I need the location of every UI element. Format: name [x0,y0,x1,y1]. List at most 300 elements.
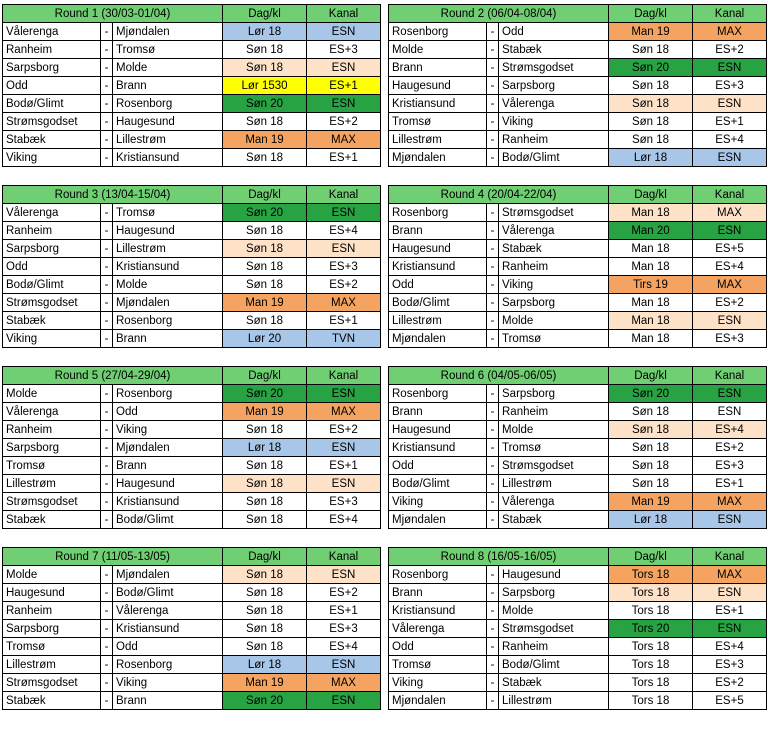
away-team: Molde [499,312,609,330]
round-header-row [389,367,767,385]
broadcast-channel: ES+2 [693,41,767,59]
match-day-time: Søn 20 [223,204,307,222]
away-team: Bodø/Glimt [499,656,609,674]
away-team: Tromsø [113,41,223,59]
table-row [389,692,767,710]
home-team: Viking [389,493,487,511]
table-row [3,59,381,77]
away-team: Bodø/Glimt [499,149,609,167]
round-title: Round 1 (30/03-01/04) [3,5,223,23]
versus-separator: - [101,403,113,421]
versus-separator: - [101,638,113,656]
away-team: Lillestrøm [113,131,223,149]
round-title: Round 5 (27/04-29/04) [3,367,223,385]
home-team: Sarpsborg [3,59,101,77]
away-team: Vålerenga [499,222,609,240]
table-row [389,204,767,222]
home-team: Strømsgodset [3,674,101,692]
home-team: Sarpsborg [3,240,101,258]
round-cell-right [388,185,768,348]
broadcast-channel: ES+3 [693,457,767,475]
round-title: Round 4 (20/04-22/04) [389,186,609,204]
match-day-time: Søn 18 [223,312,307,330]
versus-separator: - [487,602,499,620]
match-day-time: Man 19 [223,131,307,149]
away-team: Mjøndalen [113,439,223,457]
table-row [389,131,767,149]
table-row [389,149,767,167]
home-team: Ranheim [3,602,101,620]
versus-separator: - [101,294,113,312]
away-team: Mjøndalen [113,566,223,584]
broadcast-channel: ES+4 [307,638,381,656]
away-team: Bodø/Glimt [113,584,223,602]
broadcast-channel: ESN [693,620,767,638]
match-day-time: Søn 18 [609,439,693,457]
round-row [2,185,768,348]
broadcast-channel: ES+3 [693,330,767,348]
table-row [389,77,767,95]
home-team: Kristiansund [389,602,487,620]
broadcast-channel: ESN [307,656,381,674]
table-row [3,656,381,674]
table-row [3,240,381,258]
broadcast-channel: ESN [693,403,767,421]
column-header-day: Dag/kl [223,367,307,385]
match-day-time: Søn 20 [223,692,307,710]
broadcast-channel: ESN [693,95,767,113]
table-row [389,312,767,330]
away-team: Lillestrøm [113,240,223,258]
column-header-day: Dag/kl [223,548,307,566]
round-cell-right [388,547,768,710]
versus-separator: - [487,131,499,149]
table-row [3,638,381,656]
table-row [3,113,381,131]
away-team: Bodø/Glimt [113,511,223,529]
versus-separator: - [487,457,499,475]
match-day-time: Søn 18 [609,421,693,439]
away-team: Odd [113,403,223,421]
table-row [3,457,381,475]
match-day-time: Søn 18 [223,602,307,620]
column-header-day: Dag/kl [609,186,693,204]
table-row [389,674,767,692]
table-row [3,312,381,330]
broadcast-channel: MAX [693,23,767,41]
table-row [3,493,381,511]
round-cell-right [388,4,768,167]
home-team: Tromsø [389,656,487,674]
broadcast-channel: ES+1 [307,602,381,620]
versus-separator: - [101,240,113,258]
table-row [3,41,381,59]
away-team: Vålerenga [499,95,609,113]
home-team: Stabæk [3,131,101,149]
column-header-channel: Kanal [307,367,381,385]
table-row [389,222,767,240]
match-day-time: Søn 18 [223,222,307,240]
home-team: Odd [3,77,101,95]
match-day-time: Søn 18 [223,493,307,511]
versus-separator: - [487,674,499,692]
away-team: Brann [113,692,223,710]
versus-separator: - [487,692,499,710]
table-row [3,131,381,149]
broadcast-channel: ES+1 [693,602,767,620]
away-team: Strømsgodset [499,457,609,475]
round-table [2,547,381,710]
away-team: Viking [113,421,223,439]
round-table [388,4,767,167]
home-team: Molde [389,41,487,59]
broadcast-channel: ES+1 [307,457,381,475]
versus-separator: - [487,95,499,113]
home-team: Bodø/Glimt [3,276,101,294]
home-team: Lillestrøm [3,656,101,674]
versus-separator: - [487,475,499,493]
table-row [389,620,767,638]
table-row [389,258,767,276]
match-day-time: Søn 18 [609,457,693,475]
table-row [3,674,381,692]
column-header-day: Dag/kl [609,5,693,23]
match-day-time: Søn 18 [223,149,307,167]
away-team: Odd [113,638,223,656]
broadcast-channel: ESN [693,149,767,167]
round-cell-left [2,185,384,348]
home-team: Odd [389,457,487,475]
home-team: Vålerenga [389,620,487,638]
versus-separator: - [487,566,499,584]
versus-separator: - [101,222,113,240]
broadcast-channel: ESN [693,222,767,240]
broadcast-channel: ESN [307,385,381,403]
broadcast-channel: ES+4 [307,511,381,529]
versus-separator: - [101,674,113,692]
round-title: Round 2 (06/04-08/04) [389,5,609,23]
versus-separator: - [101,566,113,584]
round-table [2,4,381,167]
table-row [389,41,767,59]
away-team: Kristiansund [113,620,223,638]
broadcast-channel: ESN [307,23,381,41]
round-cell-left [2,4,384,167]
column-header-channel: Kanal [693,5,767,23]
versus-separator: - [101,584,113,602]
broadcast-channel: ESN [693,385,767,403]
away-team: Sarpsborg [499,584,609,602]
table-row [389,294,767,312]
away-team: Ranheim [499,131,609,149]
table-row [3,584,381,602]
broadcast-channel: ES+1 [693,113,767,131]
versus-separator: - [101,421,113,439]
broadcast-channel: ES+2 [693,439,767,457]
match-day-time: Søn 18 [609,475,693,493]
match-day-time: Tirs 19 [609,276,693,294]
match-day-time: Søn 18 [223,276,307,294]
home-team: Odd [3,258,101,276]
match-day-time: Man 19 [223,674,307,692]
table-row [389,403,767,421]
versus-separator: - [487,403,499,421]
table-row [3,620,381,638]
versus-separator: - [487,204,499,222]
away-team: Stabæk [499,240,609,258]
table-row [389,511,767,529]
column-header-day: Dag/kl [609,367,693,385]
match-day-time: Man 18 [609,240,693,258]
match-day-time: Søn 18 [609,41,693,59]
match-day-time: Lør 20 [223,330,307,348]
match-day-time: Man 19 [609,23,693,41]
broadcast-channel: ESN [693,511,767,529]
home-team: Haugesund [389,421,487,439]
column-header-channel: Kanal [693,367,767,385]
broadcast-channel: ESN [693,59,767,77]
match-day-time: Søn 18 [223,566,307,584]
column-header-day: Dag/kl [223,5,307,23]
match-day-time: Man 18 [609,258,693,276]
table-row [389,656,767,674]
round-header-row [3,548,381,566]
round-cell-left [2,547,384,710]
away-team: Vålerenga [113,602,223,620]
versus-separator: - [101,23,113,41]
broadcast-channel: ES+1 [307,312,381,330]
match-day-time: Man 18 [609,312,693,330]
table-row [389,59,767,77]
table-row [389,493,767,511]
home-team: Odd [389,638,487,656]
match-day-time: Man 20 [609,222,693,240]
table-row [3,95,381,113]
versus-separator: - [487,439,499,457]
away-team: Viking [499,276,609,294]
versus-separator: - [487,77,499,95]
table-row [3,385,381,403]
broadcast-channel: ESN [307,95,381,113]
away-team: Molde [113,276,223,294]
away-team: Mjøndalen [113,294,223,312]
versus-separator: - [487,620,499,638]
match-day-time: Tors 18 [609,638,693,656]
away-team: Kristiansund [113,493,223,511]
table-row [3,475,381,493]
round-table [2,185,381,348]
broadcast-channel: ES+4 [693,638,767,656]
column-header-channel: Kanal [307,5,381,23]
versus-separator: - [101,131,113,149]
table-row [3,602,381,620]
match-day-time: Man 18 [609,204,693,222]
home-team: Ranheim [3,421,101,439]
away-team: Kristiansund [113,258,223,276]
match-day-time: Søn 18 [609,131,693,149]
round-table [2,366,381,529]
away-team: Molde [113,59,223,77]
home-team: Rosenborg [389,385,487,403]
table-row [3,77,381,95]
away-team: Sarpsborg [499,77,609,95]
match-day-time: Tors 18 [609,566,693,584]
away-team: Molde [499,421,609,439]
versus-separator: - [487,258,499,276]
home-team: Mjøndalen [389,511,487,529]
away-team: Haugesund [113,113,223,131]
rounds-container [2,4,768,710]
home-team: Tromsø [3,457,101,475]
away-team: Tromsø [113,204,223,222]
versus-separator: - [101,77,113,95]
home-team: Molde [3,385,101,403]
versus-separator: - [101,656,113,674]
match-day-time: Man 19 [223,403,307,421]
match-day-time: Søn 18 [223,59,307,77]
table-row [389,638,767,656]
table-row [3,276,381,294]
home-team: Bodø/Glimt [3,95,101,113]
match-day-time: Søn 18 [223,113,307,131]
broadcast-channel: ES+3 [307,258,381,276]
versus-separator: - [487,59,499,77]
round-table [388,547,767,710]
versus-separator: - [101,602,113,620]
home-team: Rosenborg [389,23,487,41]
home-team: Haugesund [3,584,101,602]
broadcast-channel: MAX [693,276,767,294]
away-team: Molde [499,602,609,620]
away-team: Stabæk [499,674,609,692]
away-team: Rosenborg [113,95,223,113]
broadcast-channel: MAX [693,204,767,222]
home-team: Mjøndalen [389,692,487,710]
match-day-time: Man 18 [609,294,693,312]
versus-separator: - [487,584,499,602]
broadcast-channel: ESN [307,566,381,584]
round-header-row [389,548,767,566]
away-team: Haugesund [113,222,223,240]
table-row [389,95,767,113]
match-day-time: Søn 18 [223,258,307,276]
table-row [3,294,381,312]
table-row [3,222,381,240]
broadcast-channel: MAX [307,403,381,421]
column-header-channel: Kanal [307,186,381,204]
round-title: Round 8 (16/05-16/05) [389,548,609,566]
table-row [3,692,381,710]
home-team: Ranheim [3,222,101,240]
versus-separator: - [101,692,113,710]
match-day-time: Søn 18 [609,403,693,421]
versus-separator: - [101,258,113,276]
away-team: Mjøndalen [113,23,223,41]
versus-separator: - [101,149,113,167]
broadcast-channel: ES+4 [693,131,767,149]
versus-separator: - [487,294,499,312]
table-row [389,421,767,439]
table-row [389,457,767,475]
round-cell-left [2,366,384,529]
versus-separator: - [101,59,113,77]
away-team: Stabæk [499,41,609,59]
home-team: Odd [389,276,487,294]
broadcast-channel: ESN [307,240,381,258]
match-day-time: Søn 18 [223,41,307,59]
broadcast-channel: MAX [693,493,767,511]
round-title: Round 3 (13/04-15/04) [3,186,223,204]
versus-separator: - [101,41,113,59]
away-team: Stabæk [499,511,609,529]
home-team: Strømsgodset [3,113,101,131]
round-title: Round 7 (11/05-13/05) [3,548,223,566]
home-team: Kristiansund [389,95,487,113]
broadcast-channel: ESN [307,204,381,222]
column-header-channel: Kanal [693,548,767,566]
away-team: Brann [113,330,223,348]
away-team: Brann [113,77,223,95]
match-day-time: Tors 18 [609,602,693,620]
broadcast-channel: ES+1 [693,475,767,493]
away-team: Haugesund [113,475,223,493]
versus-separator: - [487,330,499,348]
broadcast-channel: ES+3 [693,656,767,674]
away-team: Ranheim [499,638,609,656]
away-team: Lillestrøm [499,475,609,493]
away-team: Brann [113,457,223,475]
broadcast-channel: ES+1 [307,149,381,167]
broadcast-channel: ES+4 [693,421,767,439]
match-day-time: Man 19 [223,294,307,312]
table-row [3,258,381,276]
table-row [389,330,767,348]
match-day-time: Søn 18 [223,511,307,529]
match-day-time: Tors 20 [609,620,693,638]
home-team: Stabæk [3,692,101,710]
round-row [2,547,768,710]
broadcast-channel: ES+1 [307,77,381,95]
broadcast-channel: MAX [307,131,381,149]
away-team: Sarpsborg [499,294,609,312]
away-team: Strømsgodset [499,620,609,638]
away-team: Strømsgodset [499,204,609,222]
match-day-time: Søn 18 [223,475,307,493]
versus-separator: - [101,95,113,113]
home-team: Vålerenga [3,403,101,421]
table-row [3,330,381,348]
broadcast-channel: ES+4 [307,222,381,240]
home-team: Strømsgodset [3,294,101,312]
table-row [389,23,767,41]
versus-separator: - [101,113,113,131]
home-team: Haugesund [389,77,487,95]
match-day-time: Man 19 [609,493,693,511]
versus-separator: - [487,41,499,59]
versus-separator: - [487,23,499,41]
broadcast-channel: ESN [307,439,381,457]
broadcast-channel: MAX [693,566,767,584]
broadcast-channel: ESN [693,312,767,330]
round-header-row [389,5,767,23]
home-team: Mjøndalen [389,149,487,167]
round-header-row [3,367,381,385]
match-day-time: Lør 1530 [223,77,307,95]
away-team: Viking [499,113,609,131]
home-team: Lillestrøm [389,131,487,149]
away-team: Ranheim [499,258,609,276]
match-day-time: Søn 20 [223,385,307,403]
